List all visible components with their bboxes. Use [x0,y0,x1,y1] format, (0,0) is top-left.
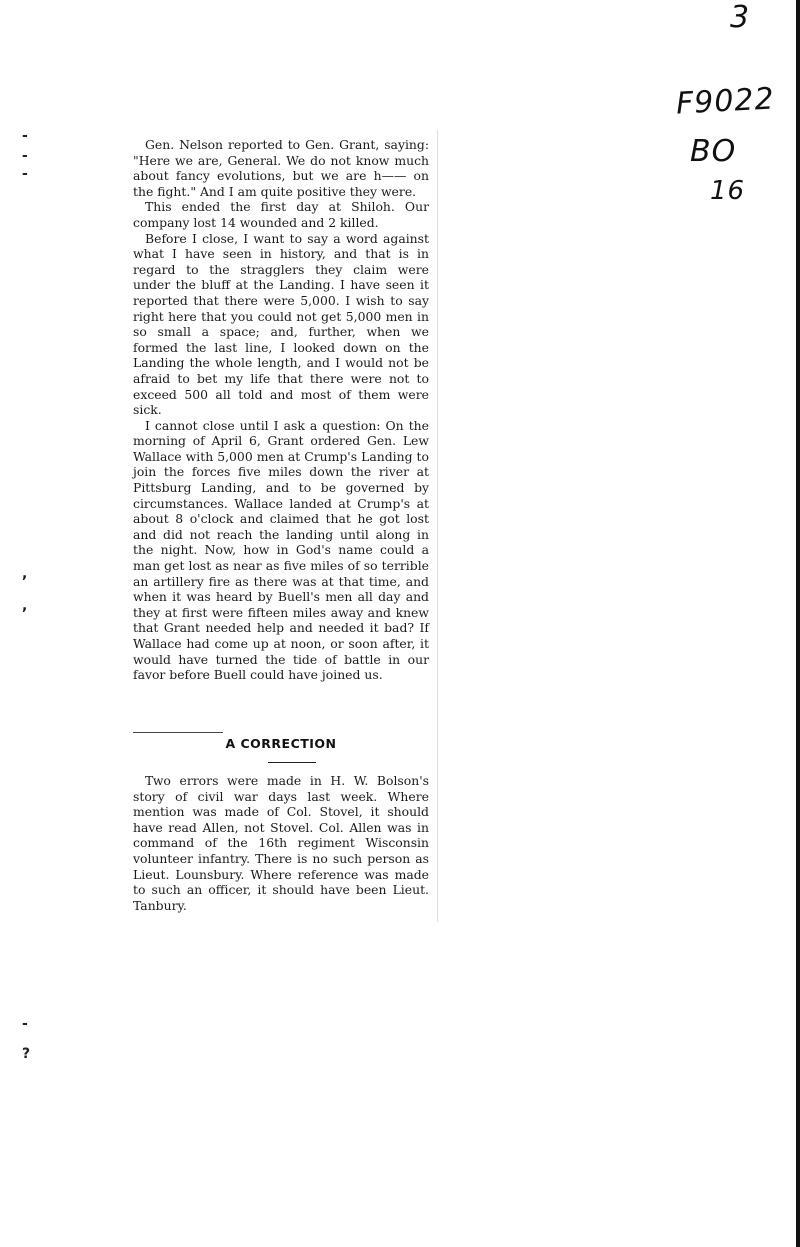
correction-paragraph: Two errors were made in H. W. Bolson's story of civil war days last week. Where mention was made of Col. Stovel, it should have read Allen, not Stovel. Col. Allen was in command of the 16th regiment Wisconsin volunteer infantry. There is no such person as Lieut. Lounsbury. Where reference was made to such an officer, it should have been Lieut. Tanbury. [133,773,429,913]
newspaper-clipping [125,130,438,922]
page-number-annotation: 3 [730,0,751,35]
margin-mark: - [22,166,28,182]
story-paragraph: I cannot close until I ask a question: On the morning of April 6, Grant ordered Gen. Lew Wallace with 5,000 men at Crump's Landing to join the forces five miles down the river at Pittsburg Landing, and to be governed by circumstances. Wallace landed at Crump's at about 8 o'clock and claimed that he got lost and did not reach the landing until along in the night. Now, how in God's name could a man get lost as near as five miles of so terrible an artillery fire as there was at that time, and when it was heard by Buell's men all day and they at first were fifteen miles away and knew that Grant needed help and needed it bad? If Wallace had come up at noon, or soon after, it would have turned the tide of battle in our favor before Buell could have joined us. [133,417,429,683]
box-annotation: BO [690,134,737,169]
correction-column [133,773,429,913]
story-paragraph: Before I close, I want to say a word against what I have seen in history, and that is in regard to the stragglers they claim were under the bluff at the Landing. I have seen it reported that there were 5,000. I wish to say right here that you could not get 5,000 men in so small a space; and, further, when we formed the last line, I looked down on the Landing the whole length, and I would not be afraid to bet my life that there were not to exceed 500 all told and most of them were sick. [133,230,429,418]
heading-underline [268,762,316,763]
file-code-annotation: F9022 [675,81,776,122]
folder-annotation: 16 [710,176,746,206]
section-divider [133,732,223,733]
margin-mark: ? [22,1046,31,1062]
correction-heading: A CORRECTION [225,736,337,751]
story-column [133,137,429,683]
margin-mark: - [22,148,28,164]
story-paragraph: Gen. Nelson reported to Gen. Grant, saying: "Here we are, General. We do not know much about fancy evolutions, but we are h—— on the fight." And I am quite positive they were. [133,137,429,199]
margin-mark: , [22,566,28,582]
page-edge [796,0,800,1247]
story-paragraph: This ended the first day at Shiloh. Our company lost 14 wounded and 2 killed. [133,199,429,230]
margin-mark: - [22,128,28,144]
margin-mark: - [22,1016,28,1032]
margin-mark: , [22,598,28,614]
